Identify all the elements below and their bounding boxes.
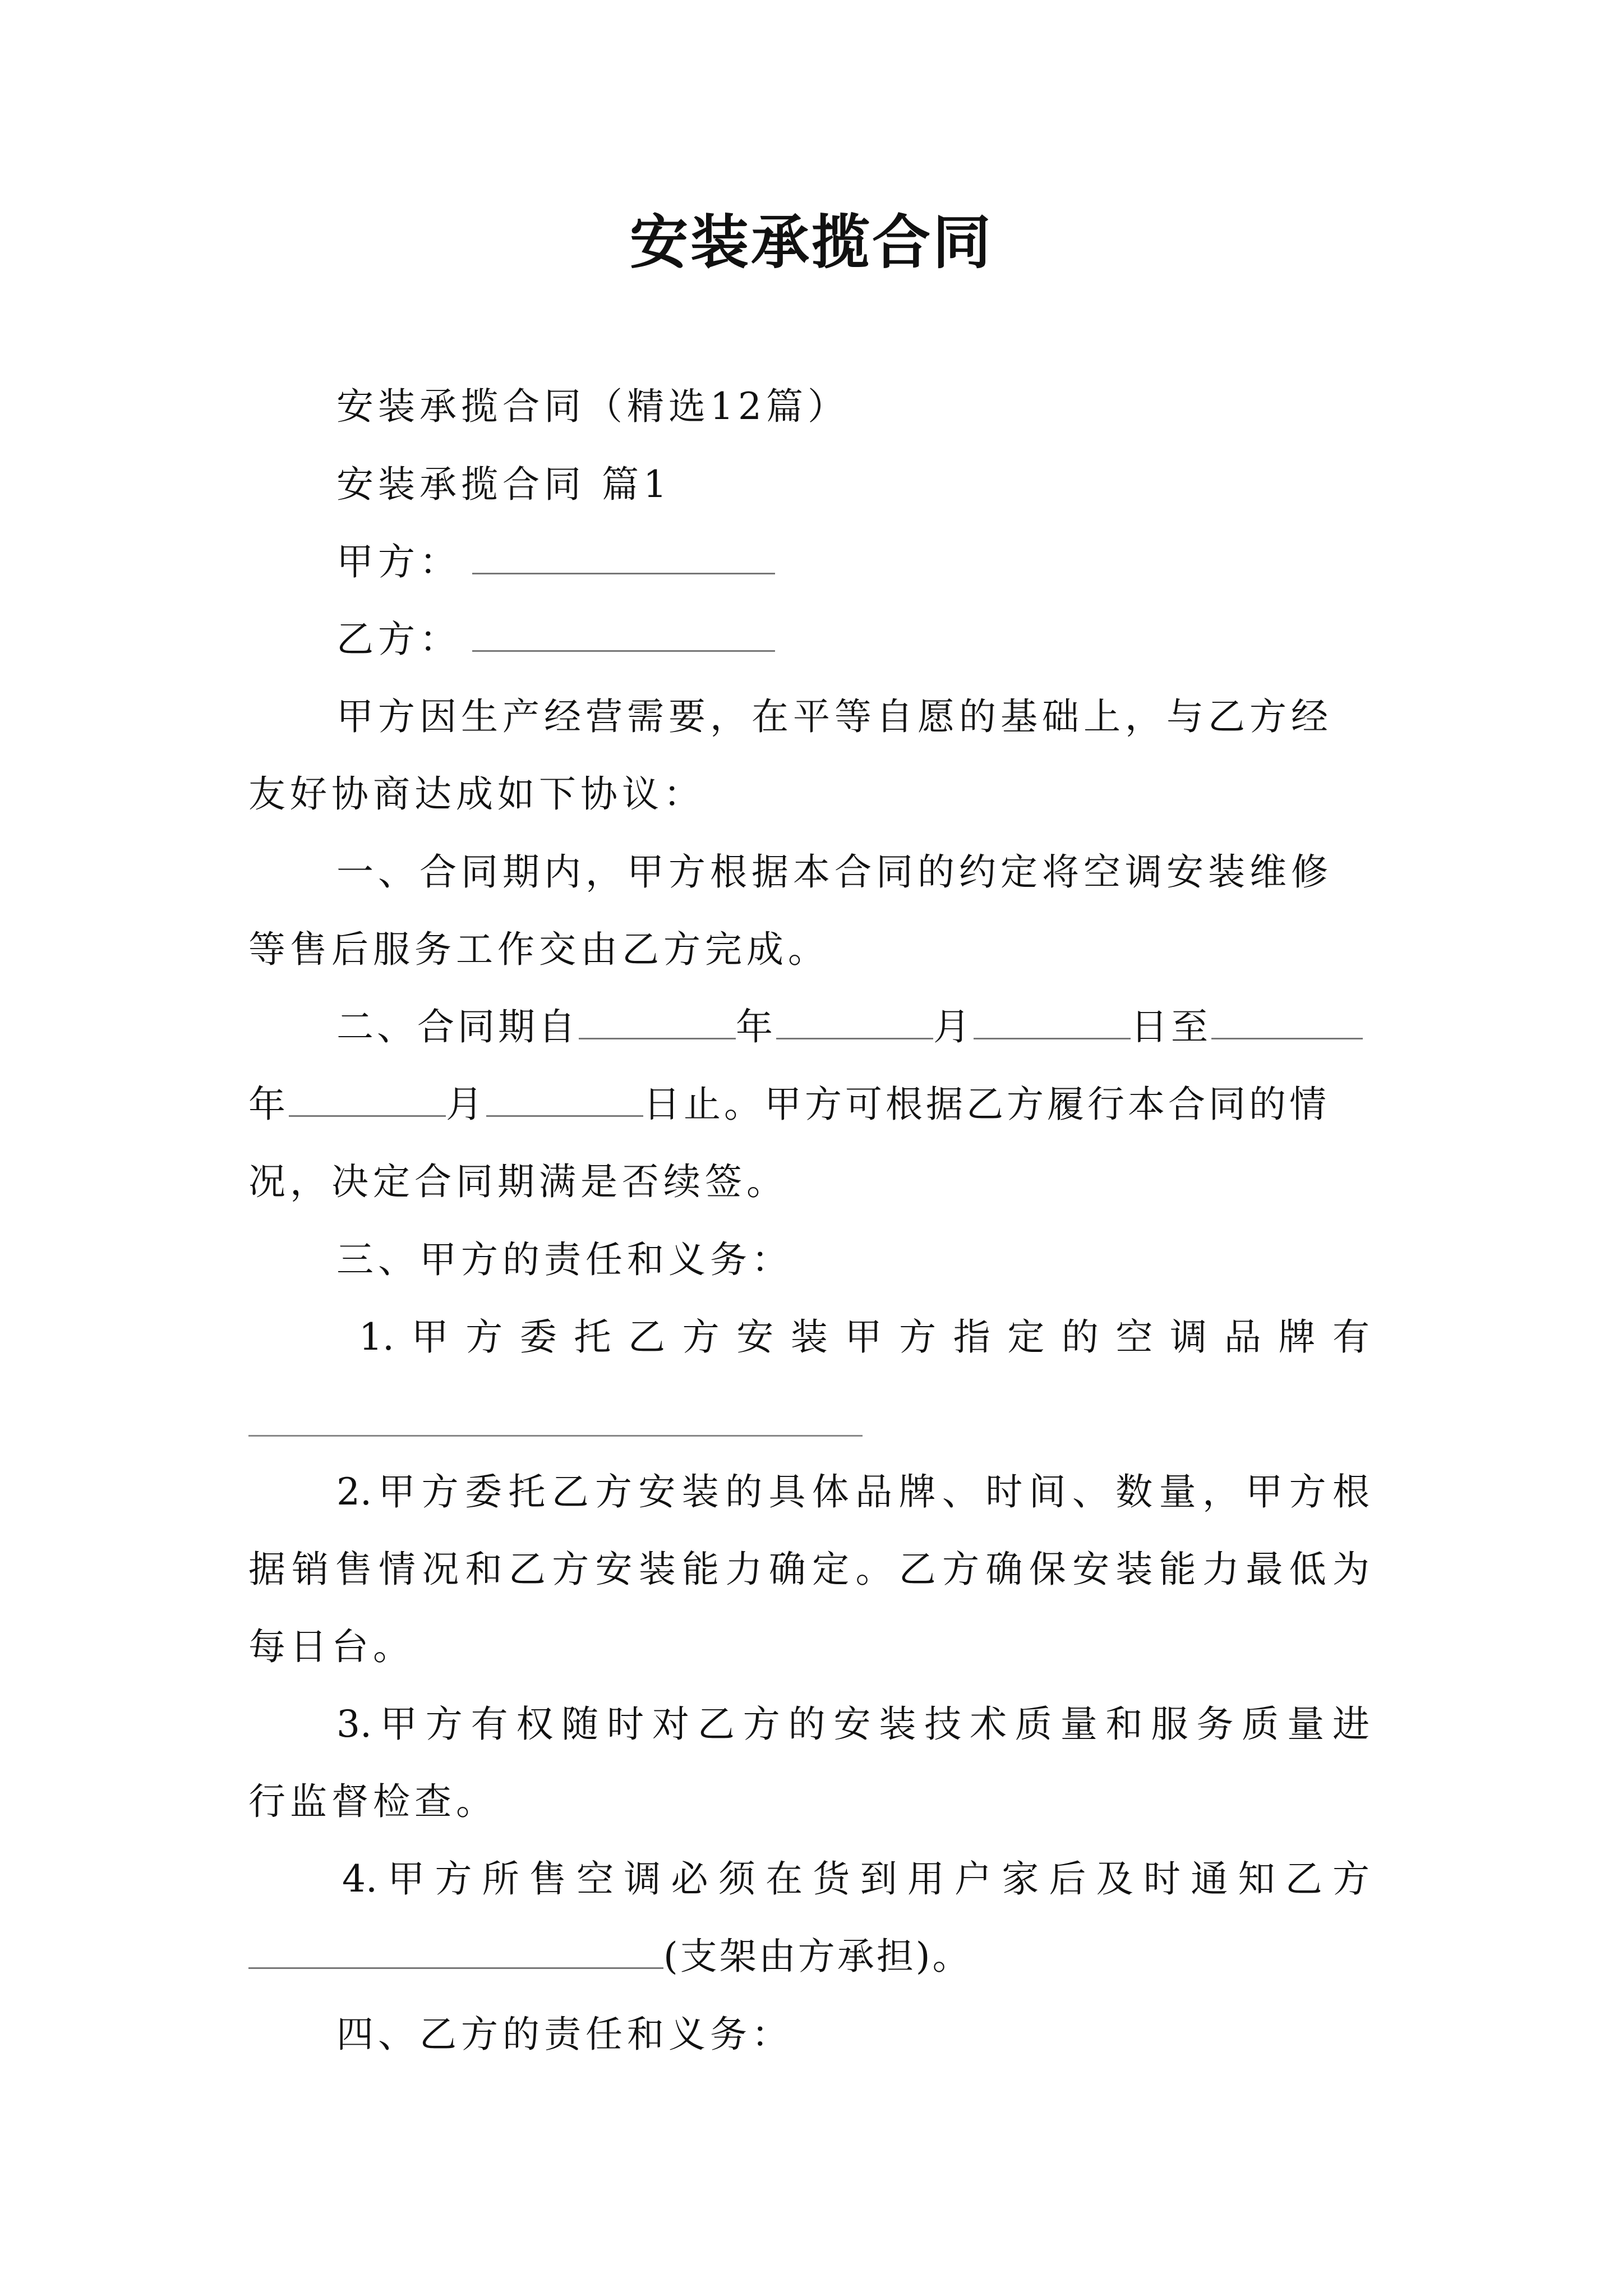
notify-blank[interactable] [248, 1935, 663, 1969]
end-year-blank[interactable] [1211, 1005, 1363, 1039]
party-a-blank[interactable] [472, 540, 775, 574]
clause2-prefix: 二、合同期自 [336, 1005, 579, 1048]
party-b-line [336, 617, 775, 662]
intro-line-2: 友好协商达成如下协议： [248, 772, 705, 816]
section3-item4-text-2: (支架由方承担)。 [663, 1935, 972, 1978]
clause2-line-3: 况，决定合同期满是否续签。 [248, 1160, 788, 1203]
section3-item2-line-3: 每日台。 [248, 1625, 414, 1668]
brand-list-blank[interactable] [248, 1435, 863, 1437]
clause2-year2: 年 [248, 1083, 289, 1126]
section3-heading: 三、甲方的责任和义务： [336, 1238, 793, 1281]
clause2-year: 年 [736, 1005, 776, 1048]
section3-item1-text: 1.甲方委托乙方安装甲方指定的空调品牌有 [359, 1315, 1370, 1359]
section3-item4-text-1: 4.甲方所售空调必须在货到用户家后及时通知乙方 [342, 1857, 1370, 1901]
section3-item2-line-1 [336, 1470, 1370, 1515]
start-year-blank[interactable] [579, 1005, 736, 1039]
section3-item2-text-1: 2.甲方委托乙方安装的具体品牌、时间、数量，甲方根 [336, 1470, 1370, 1513]
section3-item2-text-2: 据销售情况和乙方安装能力确定。乙方确保安装能力最低为 [248, 1548, 1370, 1591]
section3-item4-line-2 [248, 1934, 972, 1979]
end-day-blank[interactable] [486, 1083, 643, 1117]
clause2-line-2 [248, 1082, 1330, 1127]
party-a-line [336, 540, 775, 585]
section3-item3-text-1: 3.甲方有权随时对乙方的安装技术质量和服务质量进 [336, 1703, 1370, 1746]
section3-item3-line-1 [336, 1702, 1370, 1747]
clause2-line-1 [336, 1005, 1363, 1050]
start-day-blank[interactable] [974, 1005, 1131, 1039]
clause2-stop-text: 日止。甲方可根据乙方履行本合同的情 [643, 1083, 1330, 1126]
section3-item4-line-1 [342, 1857, 1370, 1902]
section4-heading: 四、乙方的责任和义务： [336, 2013, 793, 2056]
party-b-blank[interactable] [472, 618, 775, 652]
party-a-label: 甲方： [336, 540, 461, 583]
clause2-day-to: 日至 [1131, 1005, 1211, 1048]
section3-item2-line-2 [248, 1547, 1370, 1592]
document-title: 安装承揽合同 [629, 208, 993, 277]
start-month-blank[interactable] [776, 1005, 933, 1039]
intro-line-1: 甲方因生产经营需要，在平等自愿的基础上，与乙方经 [336, 695, 1332, 738]
part-heading: 安装承揽合同 篇1 [336, 463, 671, 506]
clause2-month: 月 [933, 1005, 974, 1048]
section3-item1 [359, 1315, 1370, 1360]
document-subtitle: 安装承揽合同（精选12篇） [336, 385, 849, 428]
clause2-month2: 月 [446, 1083, 486, 1126]
clause1-line-1: 一、合同期内，甲方根据本合同的约定将空调安装维修 [336, 850, 1332, 894]
clause1-line-2: 等售后服务工作交由乙方完成。 [248, 928, 829, 971]
party-b-label: 乙方： [336, 618, 461, 661]
section3-item3-line-2: 行监督检查。 [248, 1780, 497, 1823]
end-month-blank[interactable] [289, 1083, 446, 1117]
